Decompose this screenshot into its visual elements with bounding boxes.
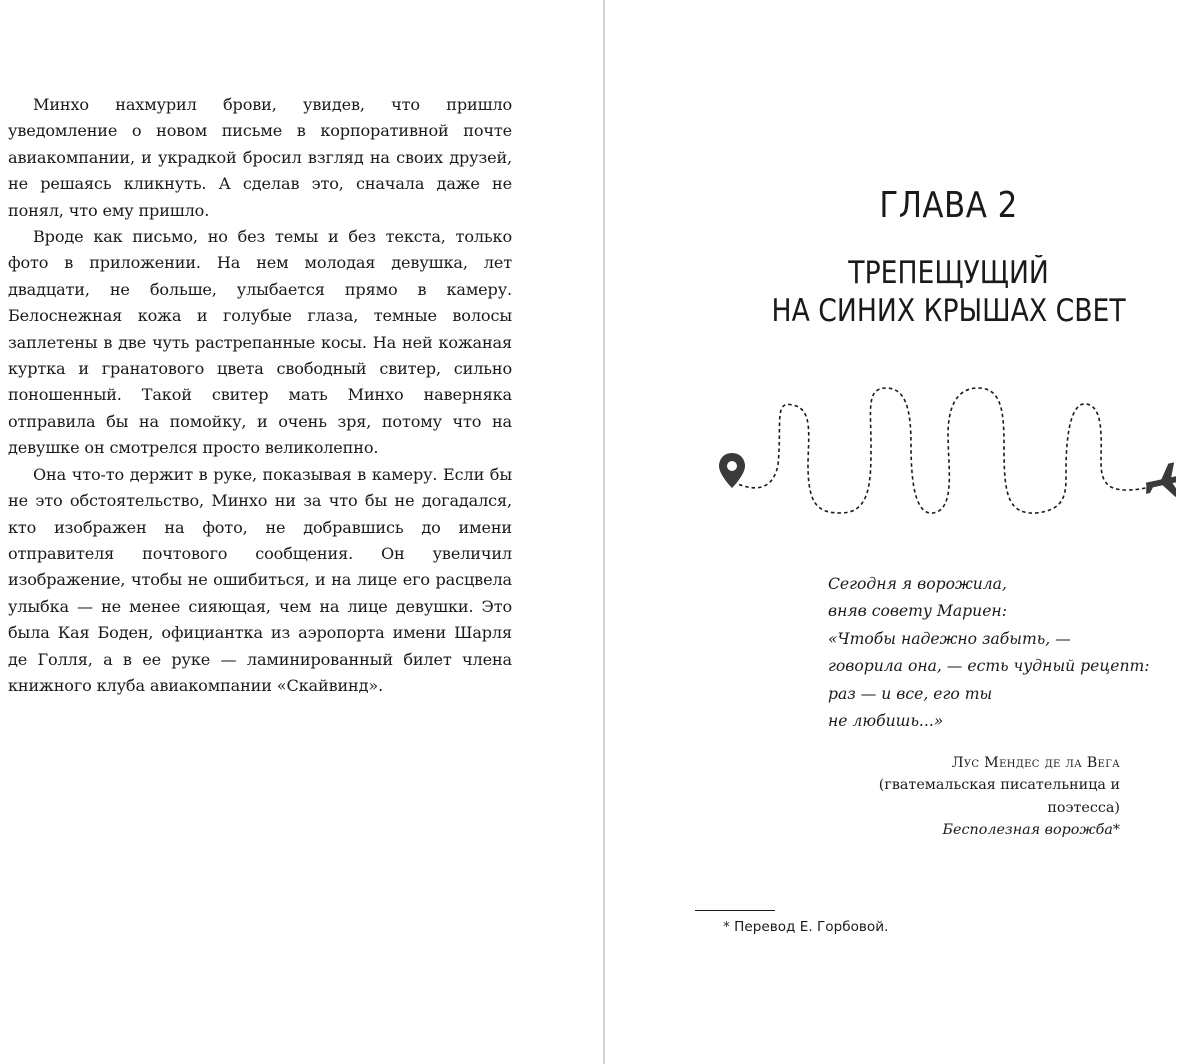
paragraph-2: Вроде как письмо, но без темы и без текста, только фото в приложении. На нем молодая девушка, лет двадцати, не больше, улыбается прямо в камеру. Белоснежная кожа и голубые глаза, темные волосы заплетены в две чуть растрепанные косы. На ней кожаная куртка и гранатового цвета свободный свитер, сильно поношенный. Такой свитер мать Минхо наверняка отправила бы на помойку, и очень зря, потому что на девушке он смотрелся просто великолепно.	[8, 227, 512, 458]
epigraph-line: Сегодня я ворожила,	[828, 575, 1007, 593]
epigraph-line: не любишь...»	[828, 712, 944, 731]
paragraph-1: Минхо нахмурил брови, увидев, что пришло уведомление о новом письме в корпоративной почте авиакомпании, и украдкой бросил взгляд на своих друзей, не решаясь кликнуть. А сделав это, сначала даже не понял, что ему пришло.	[8, 95, 512, 220]
paragraph-3: Она что-то держит в руке, показывая в камеру. Если бы не это обстоятельство, Минхо ни за что бы не догадался, кто изображен на фото, не добравшись до имени отправителя почтового сообщения. Он увеличил изображение, чтобы не ошибиться, и на лице его расцвела улыбка — не менее сияющая, чем на лице девушки. Это была Кая Боден, официантка из аэропорта имени Шарля де Голля, а в ее руке — ламинированный билет члена книжного клуба авиакомпании «Скайвинд».	[8, 464, 512, 695]
epigraph-line: вняв совету Мариен:	[828, 602, 1007, 621]
airplane-icon	[1141, 460, 1176, 503]
epigraph-line: раз — и все, его ты	[828, 684, 993, 703]
footnote: * Перевод Е. Горбовой.	[723, 919, 889, 935]
footnote-rule	[695, 910, 775, 911]
book-spine-divider	[603, 0, 605, 1064]
dashed-route-path	[733, 388, 1154, 513]
map-pin-icon	[719, 453, 745, 488]
epigraph-work-title: Бесполезная ворожба*	[942, 822, 1120, 839]
epigraph	[828, 571, 1150, 735]
chapter-number: ГЛАВА 2	[879, 185, 1018, 226]
epigraph-author: Лус Мендес де ла Вега	[951, 755, 1120, 771]
epigraph-author-description: (гватемальская писательница и поэтесса)	[878, 777, 1120, 816]
chapter-title	[654, 254, 1185, 330]
body-text	[8, 92, 512, 699]
chapter-title-line-1: ТРЕПЕЩУЩИЙ	[848, 255, 1049, 291]
epigraph-line: говорила она, — есть чудный рецепт:	[828, 657, 1150, 676]
epigraph-attribution	[806, 752, 1120, 842]
chapter-title-line-2: НА СИНИХ КРЫШАХ СВЕТ	[771, 293, 1126, 329]
epigraph-line: «Чтобы надежно забыть, —	[828, 629, 1071, 648]
route-illustration	[716, 380, 1176, 520]
right-page	[606, 0, 1185, 1064]
